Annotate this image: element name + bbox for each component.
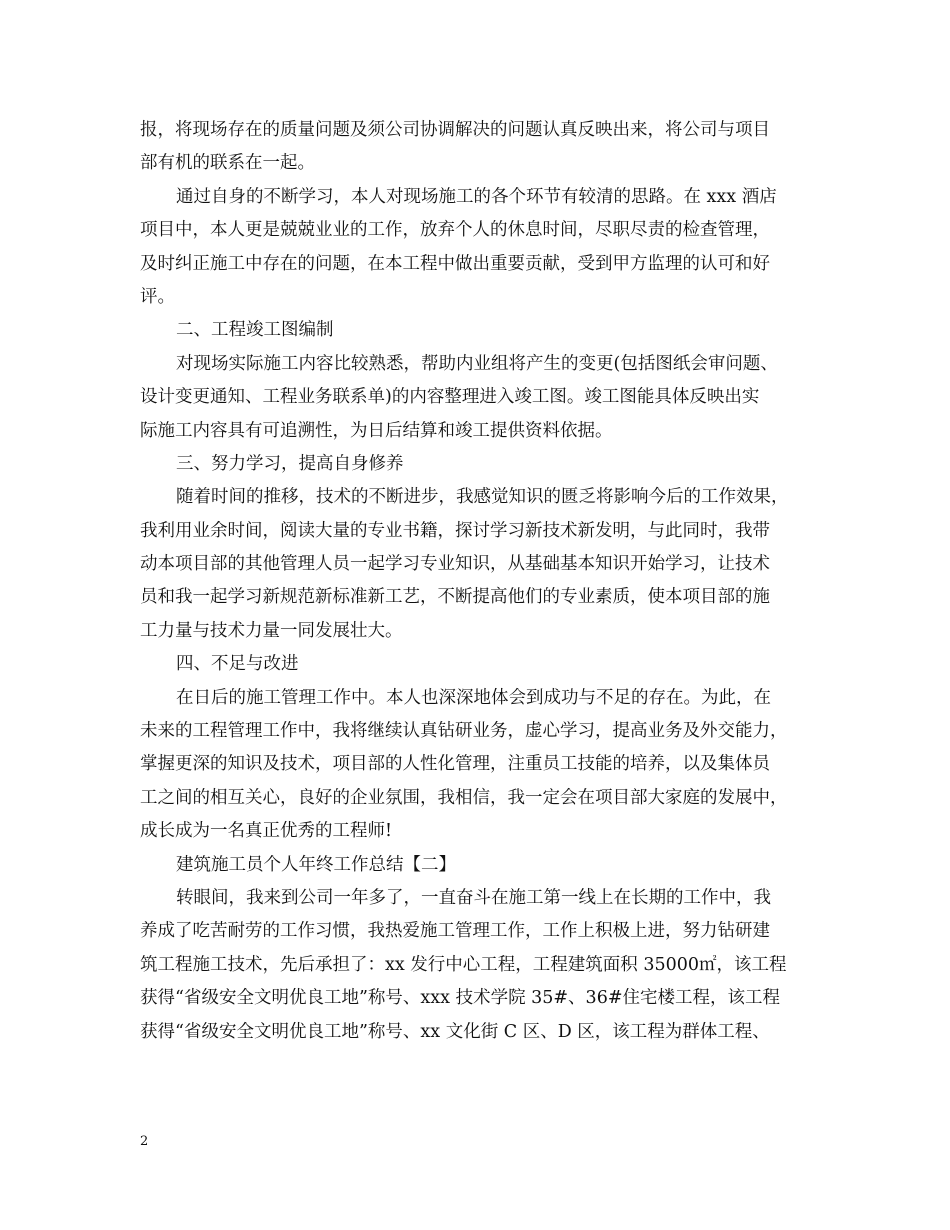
text-line: 获得“省级安全文明优良工地”称号、xxx 技术学院 35#、36#住宅楼工程，该工程 [140, 988, 780, 1009]
text-line: 部有机的联系在一起。 [140, 153, 315, 174]
text-line: 评。 [140, 286, 175, 307]
text-line: 我利用业余时间，阅读大量的专业书籍，探讨学习新技术新发明，与此同时，我带 [140, 520, 770, 541]
paragraph-start-line: 在日后的施工管理工作中。本人也深深地体会到成功与不足的存在。为此，在 [176, 687, 771, 708]
text-line: 筑工程施工技术，先后承担了：xx 发行中心工程，工程建筑面积 35000㎡，该工程 [140, 954, 787, 975]
section-heading: 四、不足与改进 [176, 654, 299, 675]
text-line: 养成了吃苦耐劳的工作习惯，我热爱施工管理工作，工作上积极上进，努力钻研建 [140, 921, 770, 942]
text-line: 报，将现场存在的质量问题及须公司协调解决的问题认真反映出来，将公司与项目 [140, 120, 770, 140]
text-line: 成长成为一名真正优秀的工程师! [140, 821, 393, 842]
text-line: 设计变更通知、工程业务联系单)的内容整理进入竣工图。竣工图能具体反映出实 [140, 387, 760, 408]
text-line: 项目中，本人更是兢兢业业的工作，放弃个人的休息时间，尽职尽责的检查管理， [140, 220, 770, 241]
paragraph-start-line: 转眼间，我来到公司一年多了，一直奋斗在施工第一线上在长期的工作中，我 [176, 887, 771, 908]
document-subtitle: 建筑施工员个人年终工作总结【二】 [176, 854, 456, 875]
paragraph-start-line: 通过自身的不断学习，本人对现场施工的各个环节有较清的思路。在 xxx 酒店 [176, 186, 777, 207]
page-number: 2 [140, 1134, 149, 1149]
text-line: 掌握更深的知识及技术，项目部的人性化管理，注重员工技能的培养，以及集体员 [140, 754, 770, 775]
paragraph-start-line: 随着时间的推移，技术的不断进步，我感觉知识的匮乏将影响今后的工作效果， [176, 487, 789, 508]
text-line: 员和我一起学习新规范新标准新工艺，不断提高他们的专业素质，使本项目部的施 [140, 587, 770, 608]
text-line: 及时纠正施工中存在的问题，在本工程中做出重要贡献，受到甲方监理的认可和好 [140, 253, 770, 274]
text-line: 未来的工程管理工作中，我将继续认真钻研业务，虚心学习，提高业务及外交能力， [140, 721, 788, 742]
section-heading: 二、工程竣工图编制 [176, 320, 334, 341]
text-line: 际施工内容具有可追溯性，为日后结算和竣工提供资料依据。 [140, 420, 613, 441]
text-line: 动本项目部的其他管理人员一起学习专业知识，从基础基本知识开始学习，让技术 [140, 554, 770, 575]
paragraph-start-line: 对现场实际施工内容比较熟悉，帮助内业组将产生的变更(包括图纸会审问题、 [176, 353, 778, 374]
text-line: 工之间的相互关心，良好的企业氛围，我相信，我一定会在项目部大家庭的发展中， [140, 787, 788, 808]
text-line: 工力量与技术力量一同发展壮大。 [140, 620, 403, 641]
document-body [140, 114, 830, 1049]
text-line: 获得“省级安全文明优良工地”称号、xx 文化街 C 区、D 区，该工程为群体工程、 [140, 1021, 770, 1042]
section-heading: 三、努力学习，提高自身修养 [176, 453, 404, 474]
